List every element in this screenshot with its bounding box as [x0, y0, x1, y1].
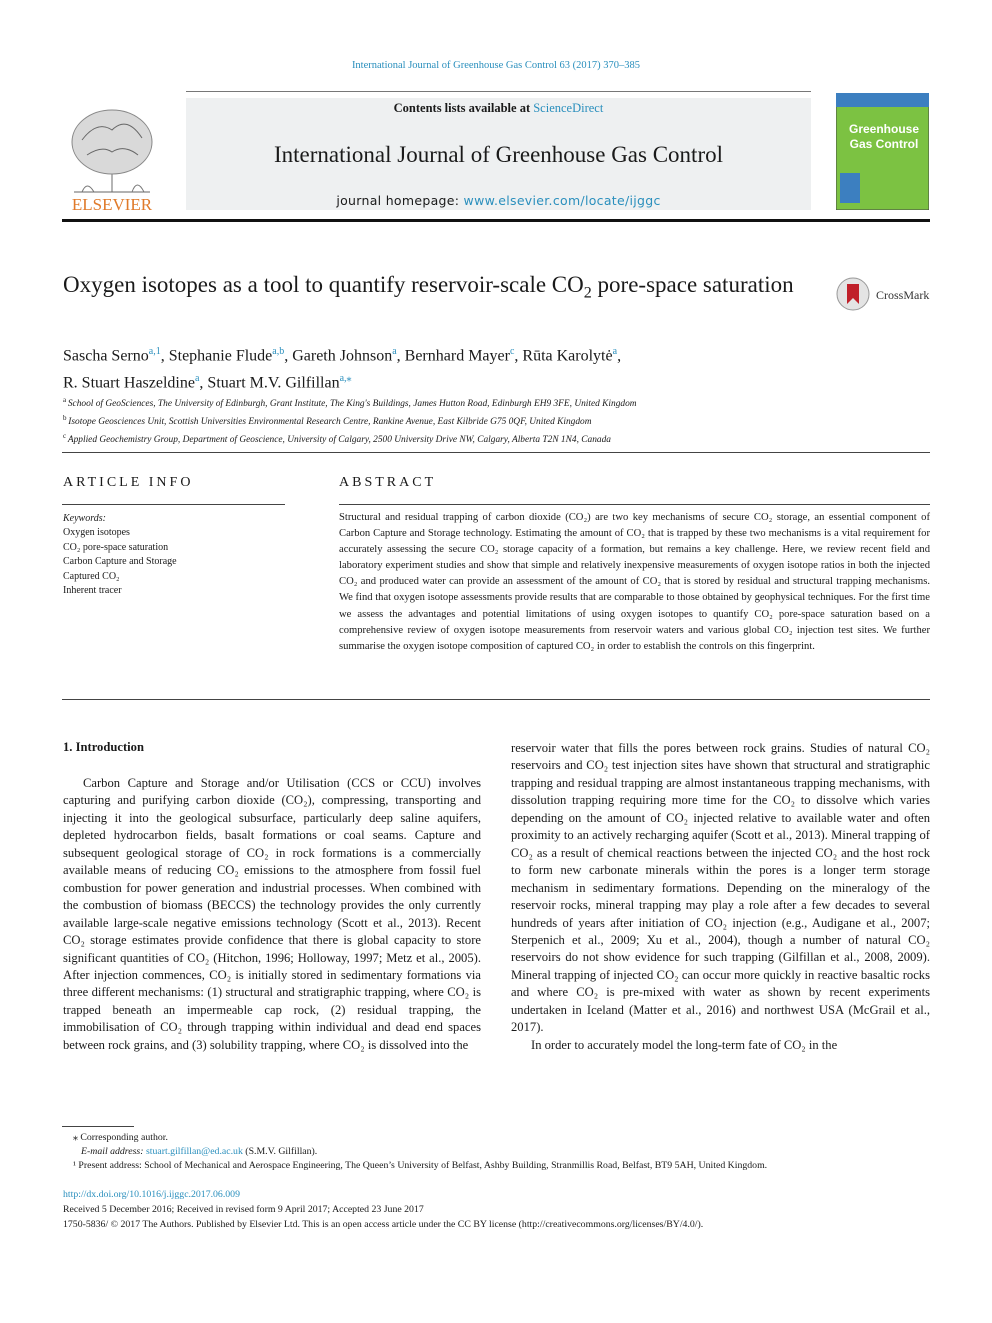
- author-name[interactable]: Rūta Karolytė: [522, 347, 613, 365]
- author-affiliation-marker[interactable]: a: [612, 346, 618, 357]
- intro-paragraph-2: reservoir water that fills the pores between rock grains. Studies of natural CO₂ reservoirs and CO₂ test injection sites have shown that structural and stratigraphic trapping and residual trapping are almost instantaneous trapping mechanisms, with dissolution trapping requiring more time for the CO₂ to dissolve which varies depending on the amount of CO₂ injected relative to available water and often proximity to an actively recharging aquifer (Scott et al., 2013). Mineral trapping of CO₂ as a result of chemical reactions between the injected CO₂ and the host rock to form new carbonate minerals within the pores is a longer term storage mechanism in sedimentary formations. Depending on the mineralogy of the reservoir rocks, mineral trapping may play a role after a few decades to several hundreds of years after initiation of CO₂ injection (e.g., Audigane et al., 2007; Sterpenich et al., 2009; Xu et al., 2004), though a number of natural CO₂ reservoirs do not show evidence for such trapping (Gilfillan et al., 2008, 2009). Mineral trapping of injected CO₂ can occur more quickly in reactive basaltic rocks and where CO₂ is pre-mixed with water as shown by recent experiments undertaken in Iceland (Matter et al., 2016) and northwest USA (McGrail et al., 2017).: [511, 741, 930, 1035]
- affiliation-item: $^c$ Applied Geochemistry Group, Department of Geoscience, University of Calgary, 2500 University Drive NW, Calgary, Alberta T2N 1N4, Canada: [63, 432, 611, 446]
- article-meta: [63, 1187, 933, 1233]
- author-name[interactable]: Stuart M.V. Gilfillan: [207, 374, 340, 392]
- crossmark-badge[interactable]: [836, 276, 936, 312]
- keyword-item: Inherent tracer: [63, 585, 122, 597]
- author-affiliation-marker[interactable]: a,⁎: [339, 373, 352, 385]
- affiliations: [63, 393, 923, 447]
- keywords-label: Keywords:: [63, 513, 106, 524]
- author-affiliation-marker[interactable]: c: [509, 346, 515, 357]
- corresponding-author-note: ⁎ Corresponding author.: [73, 1132, 168, 1143]
- cover-title-2: Gas Control: [849, 137, 919, 151]
- email-link[interactable]: stuart.gilfillan@ed.ac.uk: [145, 1146, 243, 1157]
- keyword-item: Captured CO₂: [63, 570, 120, 582]
- elsevier-wordmark: ELSEVIER: [71, 195, 153, 212]
- license-line: 1750-5836/ © 2017 The Authors. Published by Elsevier Ltd. This is an open access article under the CC BY license (http://creativecommons.org/licenses/BY/4.0/).: [63, 1219, 704, 1231]
- journal-homepage: journal homepage: www.elsevier.com/locate/ijggc: [336, 193, 661, 208]
- received-dates: Received 5 December 2016; Received in revised form 9 April 2017; Accepted 23 June 2017: [63, 1204, 424, 1216]
- affiliation-divider: [62, 452, 930, 453]
- journal-cover[interactable]: [836, 93, 929, 210]
- author-name[interactable]: Bernhard Mayer: [404, 347, 510, 365]
- author-affiliation-marker[interactable]: a: [392, 346, 397, 357]
- email-line: E-mail address: stuart.gilfillan@ed.ac.uk (S.M.V. Gilfillan).: [81, 1146, 318, 1157]
- intro-right-column: [511, 740, 930, 1054]
- journal-citation[interactable]: International Journal of Greenhouse Gas Control 63 (2017) 370–385: [351, 60, 641, 71]
- crossmark-label: CrossMark: [876, 288, 930, 302]
- author-separator: ,: [284, 347, 293, 365]
- contents-line: Contents lists available at ScienceDirect: [393, 101, 604, 115]
- keyword-item: CO₂ pore-space saturation: [63, 541, 169, 553]
- elsevier-logo: [62, 100, 162, 212]
- abstract-divider: [62, 699, 930, 700]
- keyword-item: Oxygen isotopes: [63, 527, 130, 539]
- author-list: [63, 340, 853, 395]
- sciencedirect-link[interactable]: ScienceDirect: [533, 101, 604, 115]
- doi-link[interactable]: http://dx.doi.org/10.1016/j.ijggc.2017.06.009: [63, 1189, 240, 1200]
- footnotes: [63, 1131, 933, 1173]
- author-affiliation-marker[interactable]: a,1: [148, 346, 161, 357]
- author-separator: ,: [160, 347, 169, 365]
- author-name[interactable]: Gareth Johnson: [292, 347, 393, 365]
- author-separator: ,: [396, 347, 405, 365]
- author-separator: ,: [199, 374, 208, 392]
- article-info-heading: ARTICLE INFO: [63, 475, 194, 490]
- homepage-link[interactable]: www.elsevier.com/locate/ijggc: [463, 193, 661, 208]
- author-separator: ,: [617, 347, 622, 365]
- journal-title: International Journal of Greenhouse Gas Control: [273, 142, 724, 167]
- author-name[interactable]: Stephanie Flude: [168, 347, 273, 365]
- cover-title-1: Greenhouse: [848, 122, 920, 136]
- abstract-text: Structural and residual trapping of carbon dioxide (CO₂) are two key mechanisms of secure CO₂ storage, an essential component of Carbon Capture and Storage technology. Estimating the amount of CO₂ that is trapped by these two mechanisms is a vital requirement for accurately assessing the secure CO₂ storage capacity of a formation, but remains a key challenge. Here, we review recent field and laboratory experiment studies and show that simple and relatively inexpensive measurements of oxygen isotope ratios in both the injected CO₂ and produced water can provide an assessment of the amount of CO₂ that is stored by residual and structural trapping mechanisms. We find that oxygen isotope assessments provide results that are comparable to those obtained by geophysical techniques. For the first time we assess the advantages and potential limitations of using oxygen isotopes to quantify CO₂ pore-space saturation based on a comprehensive review of oxygen isotope measurements from reservoir waters and various global CO₂ injection test sites. We further summarise the oxygen isotope composition of captured CO₂ in order to establish the controls on this fingerprint.: [339, 512, 930, 652]
- author-name[interactable]: R. Stuart Haszeldine: [63, 374, 195, 392]
- header-divider: [62, 219, 930, 222]
- abstract-heading: ABSTRACT: [339, 475, 437, 490]
- article-title: Oxygen isotopes as a tool to quantify reservoir-scale $CO_2$ pore-space saturation: [63, 272, 794, 302]
- intro-left-column: [63, 775, 481, 1054]
- intro-paragraph-1: Carbon Capture and Storage and/or Utilisation (CCS or CCU) involves capturing and purifying carbon dioxide (CO₂), compressing, transporting and injecting it into the geological subsurface, particularly deep saline aquifers, depleted hydrocarbon fields, basalt formations or coal seams. Capture and subsequent geological storage of CO₂ in rock formations is a commercially available means of reducing CO₂ emissions to the atmosphere from fossil fuel combustion for power generation and industrial processes. When combined with the combustion of biomass (BECCS) the technology provides the only currently available large-scale negative emissions technology (Scott et al., 2013). Recent CO₂ storage estimates provide confidence that there is global capacity to store significant quantities of CO₂ (Hitchon, 1996; Holloway, 1997; Metz et al., 2005). After injection commences, CO₂ is initially stored in sedimentary formations via three different mechanisms: (1) structural and stratigraphic trapping, where CO₂ is trapped beneath an impermeable cap rock, (2) residual trapping, the immobilisation of CO₂ through trapping within individual and dead end spaces between rock grains, and (3) solubility trapping, where CO₂ is dissolved into the: [63, 776, 481, 1052]
- present-address-note: ¹ Present address: School of Mechanical and Aerospace Engineering, The Queen’s University of Belfast, Ashby Building, Stranmillis Road, Belfast, BT9 5AH, United Kingdom.: [73, 1160, 768, 1171]
- affiliation-item: $^b$ Isotope Geosciences Unit, Scottish Universities Environmental Research Centre, Rankine Avenue, East Kilbride G75 0QF, United Kingdom: [63, 414, 592, 428]
- author-affiliation-marker[interactable]: a,b: [272, 346, 285, 357]
- keyword-item: Carbon Capture and Storage: [63, 556, 177, 568]
- footnote-rule: [62, 1126, 134, 1127]
- abstract-rule: [339, 504, 930, 505]
- author-separator: ,: [514, 347, 523, 365]
- masthead-top-rule: [186, 91, 811, 92]
- keywords: [63, 512, 288, 598]
- author-affiliation-marker[interactable]: a: [194, 373, 200, 385]
- author-name[interactable]: Sascha Serno: [63, 347, 149, 365]
- affiliation-item: $^a$ School of GeoSciences, The University of Edinburgh, Grant Institute, The King's Buildings, James Hutton Road, Edinburgh EH9 3FE, United Kingdom: [63, 396, 637, 410]
- article-info-rule: [62, 504, 285, 505]
- intro-paragraph-3: In order to accurately model the long-term fate of CO₂ in the: [531, 1037, 838, 1052]
- introduction-heading: 1. Introduction: [63, 740, 144, 754]
